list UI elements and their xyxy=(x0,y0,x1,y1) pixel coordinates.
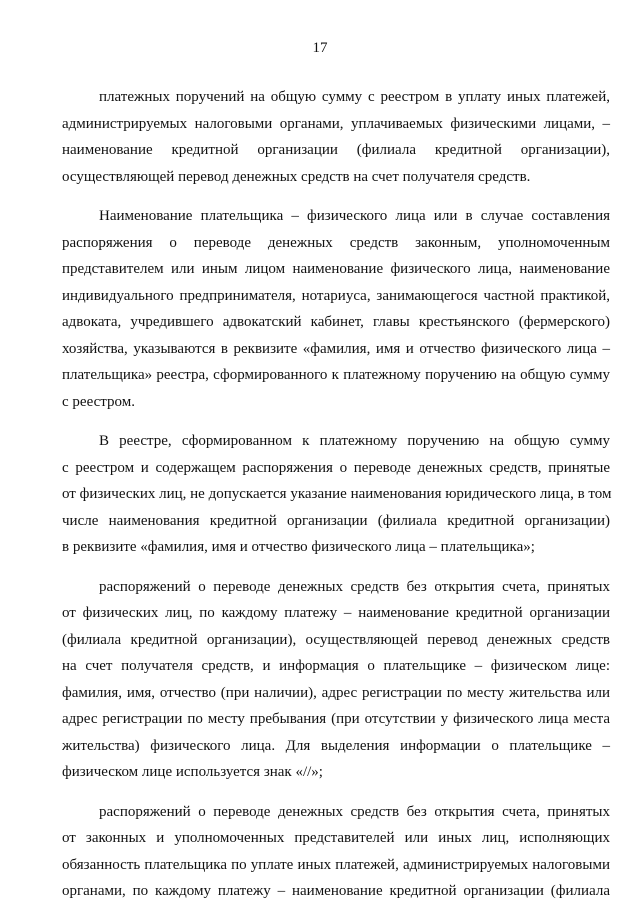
text-line: плательщика» реестра, сформированного к платежному поручению на общую сумму xyxy=(62,367,610,383)
text-line: адрес регистрации по месту пребывания (при отсутствии у физического лица места xyxy=(62,711,610,727)
text-line: наименование кредитной организации (филиала кредитной организации), xyxy=(62,142,610,158)
text-line: Наименование плательщика – физического лица или в случае составления xyxy=(99,208,610,224)
text-line: с реестром. xyxy=(62,393,135,410)
text-line: адвоката, учредившего адвокатский кабинет, главы крестьянского (фермерского) xyxy=(62,314,610,330)
paragraph-gap xyxy=(62,786,610,799)
text-line: распоряжений о переводе денежных средств без открытия счета, принятых xyxy=(99,803,610,820)
text-line: (филиала кредитной организации), осуществляющей перевод денежных средств xyxy=(62,631,610,648)
text-line: с реестром и содержащем распоряжения о переводе денежных средств, принятые xyxy=(62,459,610,476)
text-line: индивидуального предпринимателя, нотариуса, занимающегося частной практикой, xyxy=(62,287,610,304)
paragraph-gap xyxy=(62,561,610,574)
text-line: в реквизите «фамилия, имя и отчество физического лица – плательщика»; xyxy=(62,539,535,555)
text-line: В реестре, сформированном к платежному поручению на общую сумму xyxy=(99,433,610,449)
text-line: обязанность плательщика по уплате иных платежей, администрируемых налоговыми xyxy=(62,856,610,873)
text-line: от физических лиц, по каждому платежу – наименование кредитной организации xyxy=(62,605,610,621)
text-line: от законных и уполномоченных представителей или иных лиц, исполняющих xyxy=(62,830,610,846)
text-line: представителем или иным лицом наименование физического лица, наименование xyxy=(62,261,610,277)
text-line: распоряжений о переводе денежных средств без открытия счета, принятых xyxy=(99,578,610,595)
text-line: физическом лице используется знак «//»; xyxy=(62,764,323,780)
text-line: от физических лиц, не допускается указание наименования юридического лица, в том xyxy=(62,486,612,502)
document-body xyxy=(62,84,610,905)
page-number: 17 xyxy=(312,40,328,56)
text-line: администрируемых налоговыми органами, уплачиваемых физическими лицами, – xyxy=(62,115,610,132)
text-line: на счет получателя средств, и информация о плательщике – физическом лице: xyxy=(62,658,610,674)
paragraph-gap xyxy=(62,415,610,428)
paragraph xyxy=(62,203,610,415)
paragraph xyxy=(62,799,610,905)
text-line: распоряжения о переводе денежных средств законным, уполномоченным xyxy=(62,234,610,251)
paragraph xyxy=(62,428,610,561)
paragraph xyxy=(62,574,610,786)
text-line: фамилия, имя, отчество (при наличии), адрес регистрации по месту жительства или xyxy=(62,684,610,701)
text-line: числе наименования кредитной организации (филиала кредитной организации) xyxy=(62,512,610,529)
text-line: платежных поручений на общую сумму с реестром в уплату иных платежей, xyxy=(99,89,610,105)
paragraph xyxy=(62,84,610,190)
text-line: осуществляющей перевод денежных средств на счет получателя средств. xyxy=(62,168,531,185)
text-line: жительства) физического лица. Для выделения информации о плательщике – xyxy=(62,737,610,754)
text-line: хозяйства, указываются в реквизите «фамилия, имя и отчество физического лица – xyxy=(62,340,610,357)
paragraph-gap xyxy=(62,190,610,203)
text-line: органами, по каждому платежу – наименование кредитной организации (филиала xyxy=(62,883,610,899)
